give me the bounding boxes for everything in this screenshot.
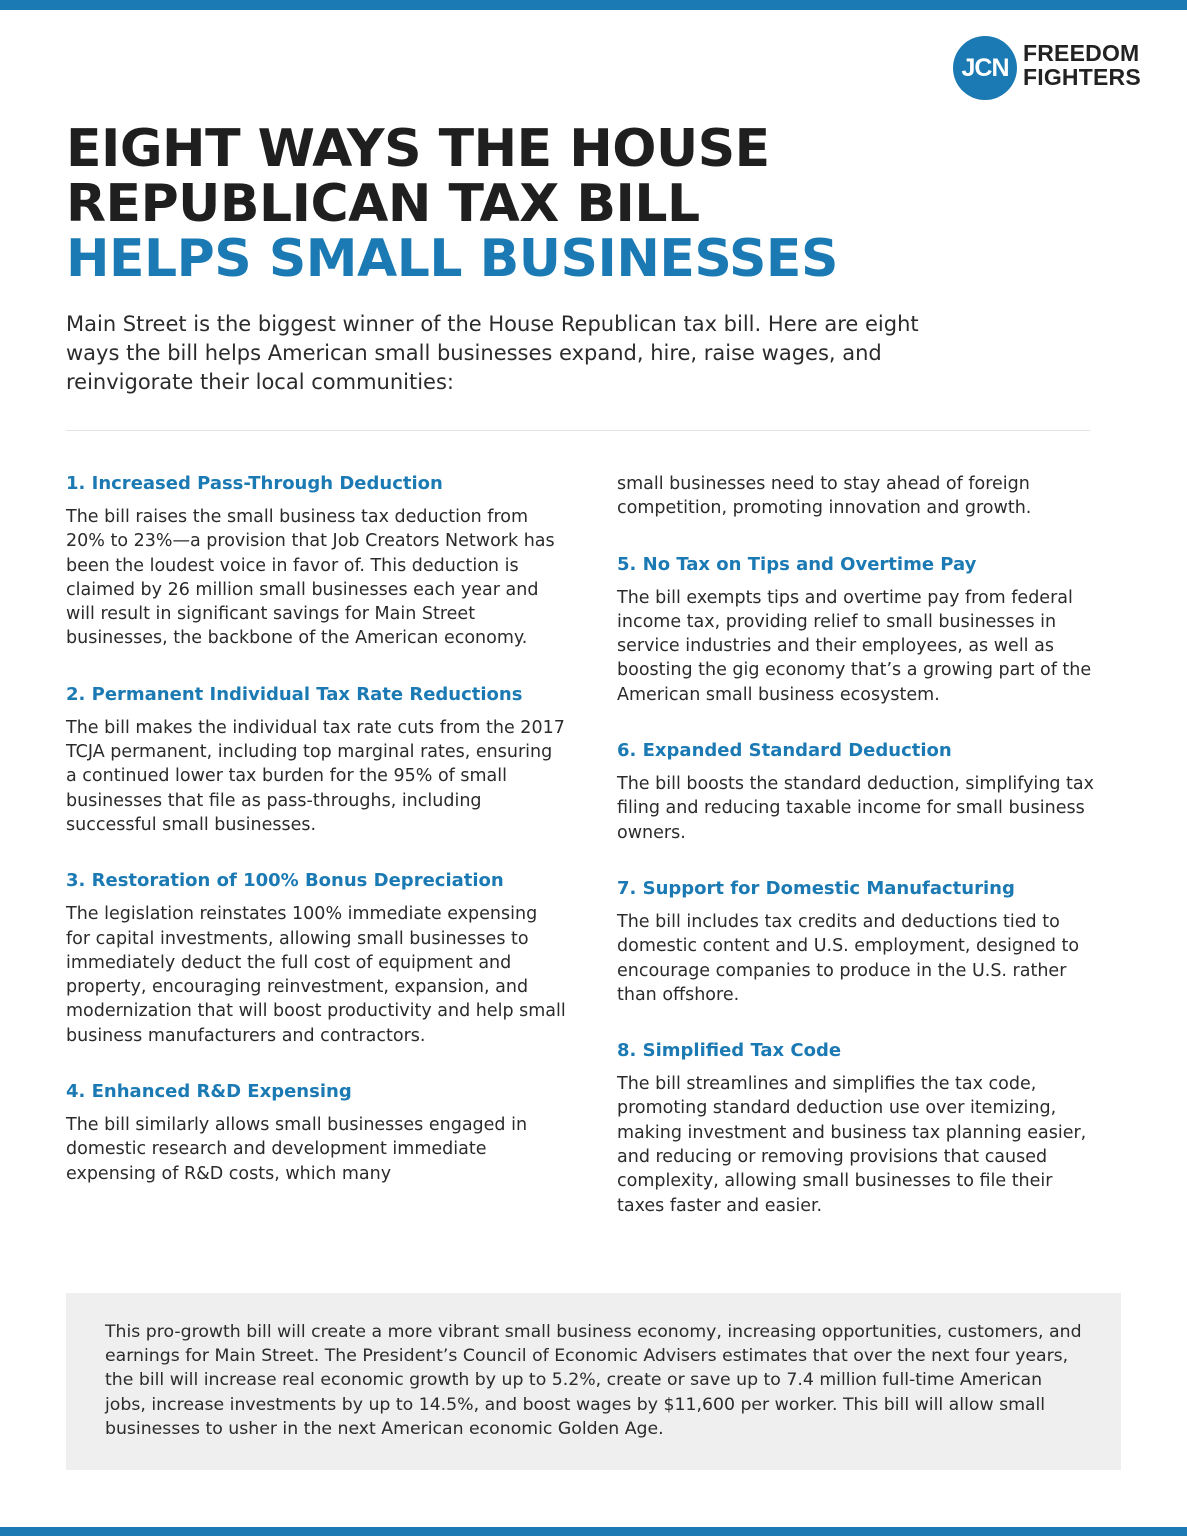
- summary-box: [66, 1293, 1121, 1470]
- section-8: [617, 1039, 1095, 1218]
- logo-line-1: FREEDOM: [1023, 40, 1140, 66]
- left-column: [66, 472, 566, 1218]
- section-2: [66, 683, 566, 837]
- section-body: The bill exempts tips and overtime pay from federal income tax, providing relief to small businesses in service industries and their employees, as well as boosting the gig economy that’s a growing part of the American small business ecosystem.: [617, 587, 1092, 705]
- logo-line-2: FIGHTERS: [1023, 64, 1141, 90]
- section-body: The bill similarly allows small businesses engaged in domestic research and development immediate expensing of R&D costs, which many: [66, 1115, 528, 1184]
- section-body-continued: small businesses need to stay ahead of foreign competition, promoting innovation and growth.: [617, 474, 1032, 519]
- title-line-2: REPUBLICAN TAX BILL: [66, 174, 700, 234]
- section-4: [66, 1080, 566, 1186]
- logo-wordmark: [1023, 41, 1141, 89]
- section-5: [617, 553, 1095, 707]
- section-1: [66, 472, 566, 651]
- section-body: The bill streamlines and simplifies the tax code, promoting standard deduction use over itemizing, making investment and business tax planning easier, and reducing or removing provisions that caused complexity, allowing small businesses to file their taxes faster and easier.: [617, 1074, 1087, 1216]
- title-line-1: EIGHT WAYS THE HOUSE: [66, 119, 770, 179]
- section-body: The bill includes tax credits and deductions tied to domestic content and U.S. employment, designed to encourage companies to produce in the U.S. rather than offshore.: [617, 911, 1080, 1005]
- top-accent-bar: [0, 0, 1187, 10]
- logo-mark: JCN: [953, 36, 1017, 100]
- intro-paragraph: Main Street is the biggest winner of the House Republican tax bill. Here are eight ways the bill helps American small businesses expand, hire, raise wages, and reinvigorate their local communities:: [66, 312, 919, 394]
- section-heading: 7. Support for Domestic Manufacturing: [617, 877, 1015, 899]
- section-3: [66, 869, 566, 1048]
- jcn-freedom-fighters-logo: [953, 34, 1165, 102]
- section-body: The bill raises the small business tax deduction from 20% to 23%—a provision that Job Creators Network has been the loudest voice in favor of. This deduction is claimed by 26 million small businesses each year and will result in significant savings for Main Street businesses, the backbone of the American economy.: [66, 507, 555, 649]
- section-heading: 5. No Tax on Tips and Overtime Pay: [617, 553, 977, 575]
- section-body: The bill boosts the standard deduction, simplifying tax filing and reducing taxable income for small business owners.: [617, 774, 1094, 843]
- right-column: [617, 472, 1095, 1250]
- section-body: The bill makes the individual tax rate cuts from the 2017 TCJA permanent, including top marginal rates, ensuring a continued lower tax burden for the 95% of small businesses that file as pass-throughs, including successful small businesses.: [66, 717, 565, 835]
- section-heading: 3. Restoration of 100% Bonus Depreciation: [66, 870, 504, 892]
- bottom-accent-bar: [0, 1527, 1187, 1536]
- page-title: [66, 119, 838, 289]
- section-body: The legislation reinstates 100% immediate expensing for capital investments, allowing small businesses to immediately deduct the full cost of equipment and property, encouraging reinvestment, expansion, and modernization that will boost productivity and help small business manufacturers and contractors.: [66, 904, 566, 1046]
- section-heading: 8. Simplified Tax Code: [617, 1040, 842, 1062]
- title-line-3: HELPS SMALL BUSINESSES: [66, 229, 838, 289]
- section-7: [617, 877, 1095, 1007]
- divider: [66, 430, 1090, 431]
- section-heading: 2. Permanent Individual Tax Rate Reductions: [66, 683, 523, 705]
- section-4-continued: [617, 472, 1095, 521]
- section-heading: 4. Enhanced R&D Expensing: [66, 1081, 352, 1103]
- section-heading: 6. Expanded Standard Deduction: [617, 740, 952, 762]
- section-6: [617, 739, 1095, 845]
- section-heading: 1. Increased Pass-Through Deduction: [66, 473, 443, 494]
- summary-text: This pro-growth bill will create a more vibrant small business economy, increasing opportunities, customers, and earnings for Main Street. The President’s Council of Economic Advisers estimates that over the next four years, the bill will increase real economic growth by up to 5.2%, create or save up to 7.4 million full-time American jobs, increase investments by up to 14.5%, and boost wages by $11,600 per worker. This bill will allow small businesses to usher in the next American economic Golden Age.: [105, 1322, 1082, 1439]
